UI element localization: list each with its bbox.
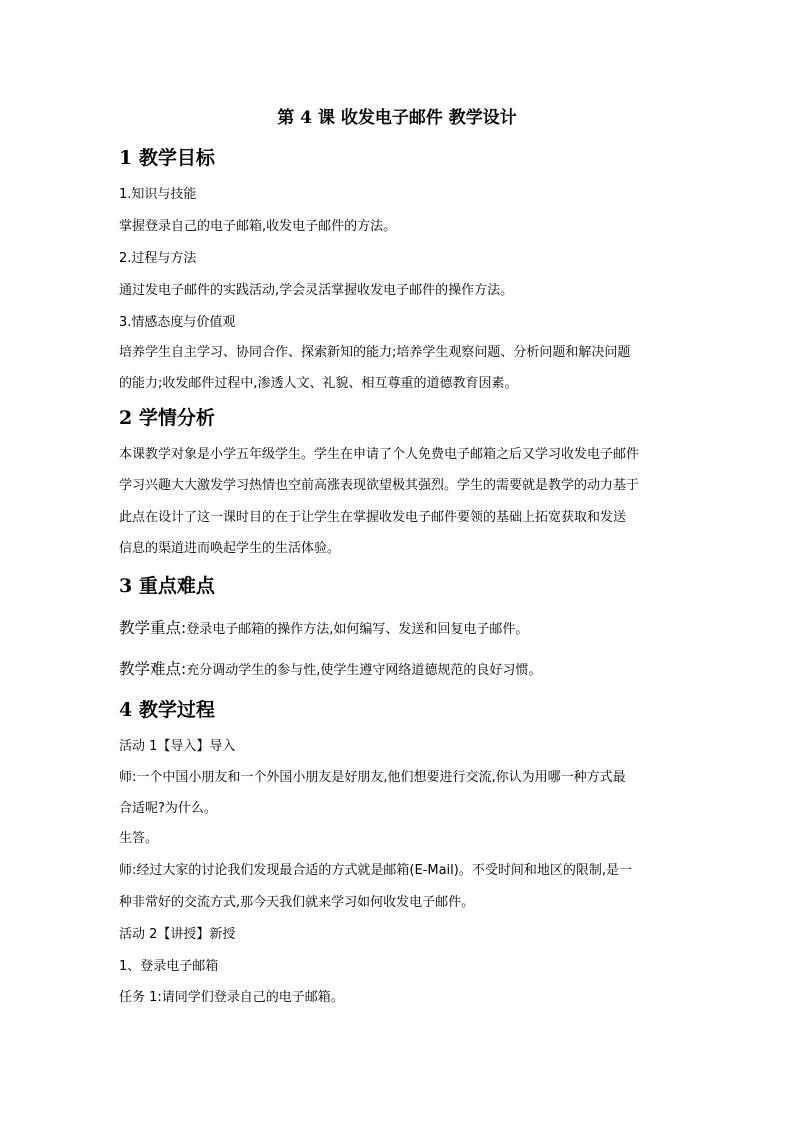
paragraph: 3.情感态度与价值观: [119, 315, 236, 330]
paragraph: 的能力;收发邮件过程中,渗透人文、礼貌、相互尊重的道德教育因素。: [119, 376, 518, 391]
paragraph: 种非常好的交流方式,那今天我们就来学习如何收发电子邮件。: [119, 895, 475, 910]
paragraph: 信息的渠道进而唤起学生的生活体验。: [119, 541, 341, 556]
section-heading-key-points: 3 重点难点: [119, 575, 215, 597]
paragraph: 1、登录电子邮箱: [119, 959, 219, 974]
paragraph: 活动 2【讲授】新授: [119, 927, 236, 942]
document-title: 第 4 课 收发电子邮件 教学设计: [277, 108, 517, 128]
paragraph: 此点在设计了这一课时目的在于让学生在掌握收发电子邮件要领的基础上拓宽获取和发送: [119, 510, 627, 525]
paragraph: 通过发电子邮件的实践活动,学会灵活掌握收发电子邮件的操作方法。: [119, 283, 514, 298]
paragraph: 合适呢?为什么。: [119, 801, 217, 816]
paragraph: 师:经过大家的讨论我们发现最合适的方式就是邮箱(E-Mail)。不受时间和地区的限制,是一: [119, 863, 632, 878]
paragraph: 生答。: [119, 831, 159, 846]
paragraph: 师:一个中国小朋友和一个外国小朋友是好朋友,他们想要进行交流,你认为用哪一种方式最: [119, 770, 626, 785]
paragraph: 1.知识与技能: [119, 187, 197, 202]
difficulty-line: [119, 658, 541, 682]
key-point-line: [119, 617, 528, 641]
section-heading-objectives: 1 教学目标: [119, 147, 215, 169]
paragraph: 任务 1:请同学们登录自己的电子邮箱。: [119, 990, 344, 1005]
difficulty-text: 充分调动学生的参与性,使学生遵守网络道德规范的良好习惯。: [186, 663, 542, 678]
paragraph: 活动 1【导入】导入: [119, 739, 236, 754]
paragraph: 本课教学对象是小学五年级学生。学生在申请了个人免费电子邮箱之后又学习收发电子邮件: [119, 447, 640, 462]
difficulty-label: 教学难点:: [119, 660, 187, 678]
paragraph: 掌握登录自己的电子邮箱,收发电子邮件的方法。: [119, 219, 397, 234]
key-point-text: 登录电子邮箱的操作方法,如何编写、发送和回复电子邮件。: [186, 622, 529, 637]
section-heading-analysis: 2 学情分析: [119, 407, 215, 429]
paragraph: 培养学生自主学习、协同合作、探索新知的能力;培养学生观察问题、分析问题和解决问题: [119, 345, 631, 360]
paragraph: 学习兴趣大大激发学习热情也空前高涨表现欲望极其强烈。学生的需要就是教学的动力基于: [119, 478, 640, 493]
section-heading-process: 4 教学过程: [119, 699, 215, 721]
key-point-label: 教学重点:: [119, 619, 187, 637]
paragraph: 2.过程与方法: [119, 251, 197, 266]
